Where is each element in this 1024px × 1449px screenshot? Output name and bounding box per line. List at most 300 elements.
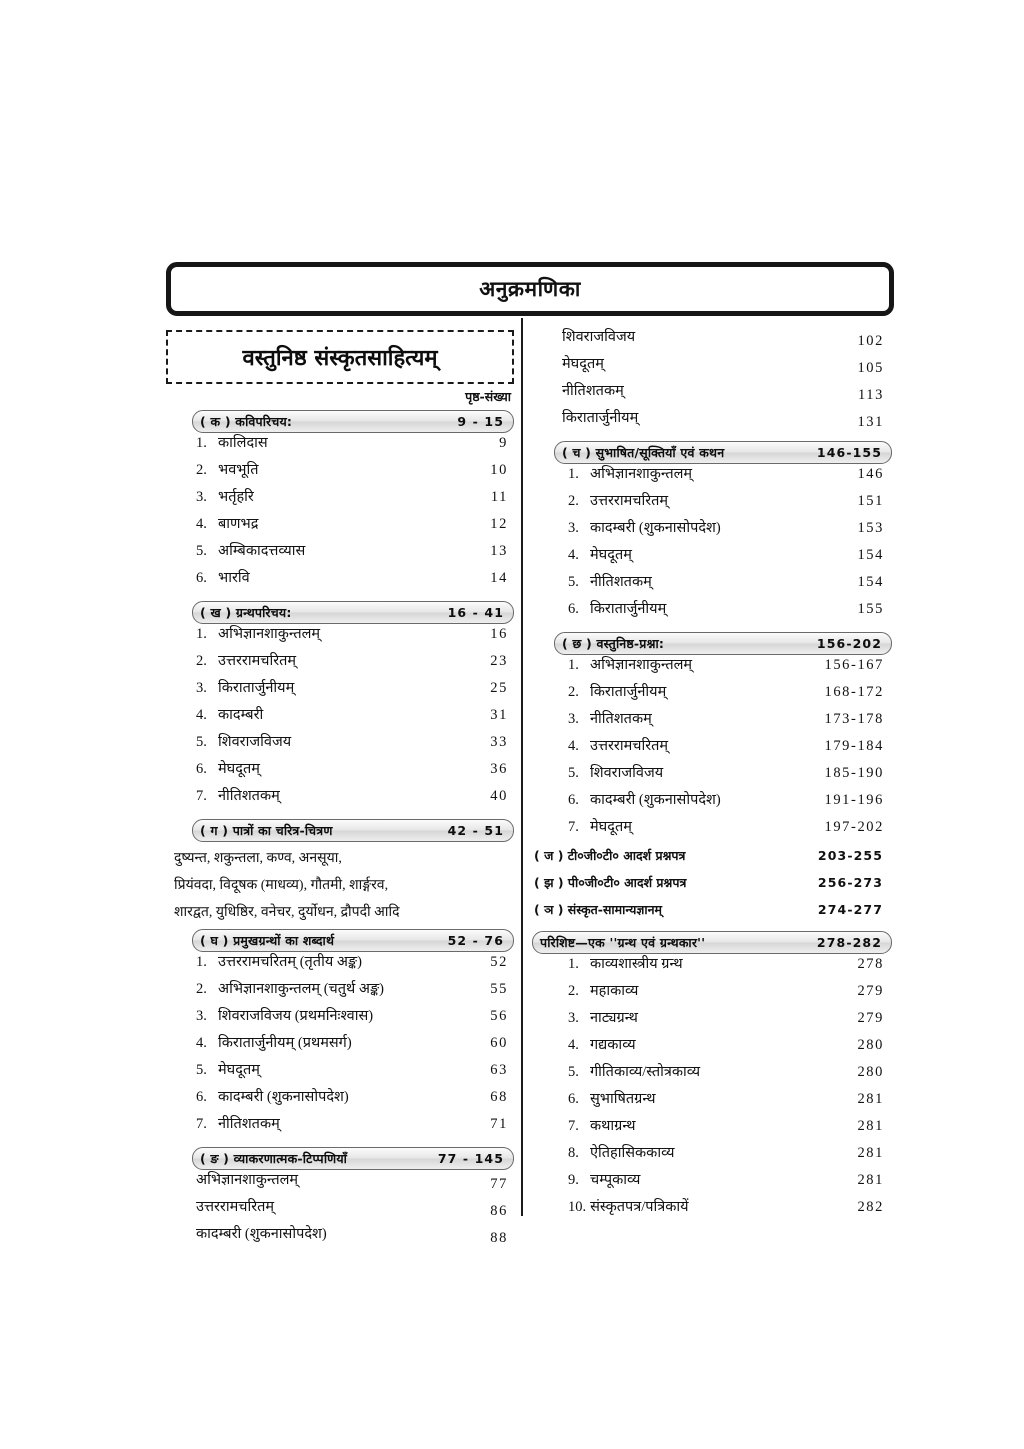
toc-entry[interactable] [532, 1038, 892, 1065]
toc-entry-index: 4. [196, 707, 207, 723]
toc-entry-title-wrap [196, 571, 250, 586]
toc-entry-title-wrap [196, 1036, 352, 1051]
toc-entry-index: 6. [568, 601, 579, 617]
toc-entry[interactable] [532, 1146, 892, 1173]
toc-entry-title-wrap [174, 1200, 274, 1215]
toc-entry-page: 155 [857, 601, 884, 617]
toc-entry-index [174, 1227, 192, 1242]
toc-entry-page: 281 [857, 1118, 884, 1134]
toc-entry-label: किरातार्जुनीयम् [590, 684, 667, 700]
toc-entry[interactable] [532, 1092, 892, 1119]
section-header-label: ( ख ) ग्रन्थपरिचय: [200, 605, 292, 620]
toc-entry-page: 280 [857, 1064, 884, 1080]
page-title-banner [166, 262, 894, 316]
toc-entry-index: 7. [196, 788, 207, 804]
section-header-label: ( घ ) प्रमुखग्रन्थों का शब्दार्थ [200, 933, 335, 948]
toc-entry-page: 11 [490, 489, 508, 505]
toc-entry-label: नीतिशतकम् [590, 711, 652, 727]
toc-entry-page: 88 [490, 1229, 508, 1246]
toc-entry-title-wrap [196, 463, 258, 478]
column-divider [521, 318, 523, 1216]
toc-entry-page: 279 [857, 983, 884, 999]
section-header-label: ( ग ) पात्रों का चरित्र-चित्रण [200, 823, 333, 838]
right-column [532, 330, 892, 1227]
toc-entry-index: 1. [568, 466, 579, 482]
section-header-pages: 77 - 145 [437, 1151, 504, 1166]
toc-entry-index [174, 1173, 192, 1188]
toc-entry-label: अभिज्ञानशाकुन्तलम् [590, 657, 693, 673]
toc-entry-page: 14 [490, 570, 508, 586]
toc-entry-label: काव्यशास्त्रीय ग्रन्थ [590, 956, 683, 972]
toc-entry-title-wrap [196, 735, 291, 750]
toc-entry[interactable] [532, 467, 892, 494]
section-header-label: ( क ) कविपरिचय: [200, 414, 293, 429]
toc-entry-index: 4. [568, 1037, 579, 1053]
toc-entry-title-wrap [196, 955, 362, 970]
toc-entry-index: 4. [196, 1035, 207, 1051]
section-row[interactable] [532, 901, 892, 928]
toc-entry-label: ऐतिहासिककाव्य [590, 1145, 675, 1161]
toc-entry[interactable] [166, 982, 514, 1009]
toc-entry[interactable] [532, 1173, 892, 1200]
toc-entry-label: नीतिशतकम् [218, 1116, 280, 1132]
toc-entry-label: गीतिकाव्य/स्तोत्रकाव्य [590, 1064, 701, 1080]
toc-entry-label: मेघदूतम् [218, 1062, 260, 1078]
toc-entry-title-wrap [196, 1117, 280, 1132]
toc-entry-title-wrap [568, 521, 721, 536]
toc-entry-index: 5. [568, 574, 579, 590]
toc-entry-title-wrap [568, 575, 652, 590]
toc-entry-index: 8. [568, 1145, 579, 1161]
toc-entry-title-wrap [568, 766, 663, 781]
toc-entry-page: 31 [490, 707, 508, 723]
toc-entry-page: 154 [857, 547, 884, 563]
toc-entry-title-wrap [568, 712, 652, 727]
toc-entry-title-wrap [568, 494, 668, 509]
toc-entry-title-wrap [174, 1227, 327, 1242]
toc-entry[interactable] [166, 1090, 514, 1117]
toc-entry-index: 6. [568, 792, 579, 808]
toc-entry-index: 1. [568, 657, 579, 673]
section-header-pages: 278-282 [816, 935, 882, 950]
toc-entry-index: 5. [196, 543, 207, 559]
toc-entry-index: 6. [568, 1091, 579, 1107]
toc-entry[interactable] [532, 548, 892, 575]
toc-entry-page: 154 [857, 574, 884, 590]
toc-entry-label: भवभूति [218, 462, 259, 478]
toc-entry[interactable] [532, 494, 892, 521]
toc-entry-label: सुभाषितग्रन्थ [590, 1091, 656, 1107]
toc-entry-label: मेघदूतम् [590, 547, 632, 563]
toc-entry-title-wrap [568, 548, 632, 563]
toc-entry-label: किरातार्जुनीयम् [562, 410, 639, 426]
toc-entry-label: शिवराजविजय [562, 329, 636, 345]
character-list-line: दुष्यन्त, शकुन्तला, कण्व, अनसूया, [174, 851, 342, 866]
section-header-label: ( ङ ) व्याकरणात्मक-टिप्पणियाँ [200, 1151, 348, 1166]
toc-entry-index: 7. [568, 819, 579, 835]
toc-entry[interactable] [166, 571, 514, 598]
toc-entry-page: 13 [490, 543, 508, 559]
section-row-label: ( ज ) टी०जी०टी० आदर्श प्रश्नपत्र [534, 848, 686, 863]
toc-entry-title-wrap [568, 820, 632, 835]
right-plain-rows [532, 847, 892, 928]
toc-entry-label: कादम्बरी [218, 707, 264, 723]
toc-entry-page: 56 [490, 1008, 508, 1024]
toc-entry-label: अभिज्ञानशाकुन्तलम् (चतुर्थ अङ्क) [218, 981, 385, 997]
toc-entry[interactable] [532, 1065, 892, 1092]
toc-entry[interactable] [166, 1063, 514, 1090]
toc-entry[interactable] [532, 1011, 892, 1038]
toc-entry-label: नाट्यग्रन्थ [590, 1010, 638, 1026]
section-row[interactable] [532, 874, 892, 901]
toc-entry-index [540, 357, 558, 372]
toc-entry-page: 113 [857, 386, 884, 403]
left-column [166, 330, 514, 1254]
toc-entry-title-wrap [196, 654, 296, 669]
toc-entry-title-wrap [568, 602, 666, 617]
toc-entry-page: 191-196 [824, 792, 884, 808]
toc-entry-page: 33 [490, 734, 508, 750]
section-header-label: परिशिष्ट—एक ''ग्रन्थ एवं ग्रन्थकार'' [540, 935, 706, 950]
toc-entry-page: 168-172 [824, 684, 884, 700]
toc-entry-label: महाकाव्य [590, 983, 639, 999]
toc-entry[interactable] [532, 984, 892, 1011]
toc-entry-title-wrap [540, 384, 624, 399]
section-header-pill[interactable] [192, 410, 514, 433]
toc-entry-title-wrap [540, 357, 604, 372]
toc-entry[interactable] [166, 436, 514, 463]
toc-entry-label: किरातार्जुनीयम् [218, 680, 295, 696]
toc-entry-label: बाणभद्र [218, 516, 259, 532]
toc-entry-index: 3. [196, 680, 207, 696]
toc-entry-title-wrap [196, 708, 263, 723]
toc-entry-index: 5. [568, 765, 579, 781]
character-list-line: प्रियंवदा, विदूषक (माधव्य), गौतमी, शार्ङ्गरव, [174, 878, 389, 893]
left-section-list [166, 410, 514, 1254]
toc-entry-title-wrap [568, 1011, 638, 1026]
toc-entry-label: अभिज्ञानशाकुन्तलम् [196, 1172, 299, 1188]
toc-entry-index: 2. [568, 684, 579, 700]
toc-entry-label: अभिज्ञानशाकुन्तलम् [218, 626, 321, 642]
toc-entry-index: 6. [196, 1089, 207, 1105]
toc-entry-title-wrap [568, 685, 666, 700]
toc-entry-index [540, 411, 558, 426]
toc-entry-index: 5. [196, 1062, 207, 1078]
toc-entry[interactable] [166, 517, 514, 544]
toc-entry-label: कादम्बरी (शुकनासोपदेश) [590, 520, 721, 536]
toc-entry-index: 10. [568, 1199, 587, 1215]
toc-entry-index: 3. [568, 1010, 579, 1026]
toc-entry-title-wrap [568, 1200, 689, 1215]
toc-entry[interactable] [166, 955, 514, 982]
section-header-label: ( छ ) वस्तुनिष्ठ-प्रश्ना: [562, 636, 665, 651]
section-header-pages: 42 - 51 [447, 823, 504, 838]
section-row-label: ( झ ) पी०जी०टी० आदर्श प्रश्नपत्र [534, 875, 687, 890]
toc-entry-title-wrap [196, 436, 268, 451]
toc-entry-label: भर्तृहरि [218, 489, 254, 505]
toc-entry-index: 4. [568, 738, 579, 754]
toc-entry[interactable] [166, 1036, 514, 1063]
page-number-caption: पृष्ठ-संख्या [465, 389, 511, 404]
toc-entry-index: 3. [568, 711, 579, 727]
toc-entry-title-wrap [196, 627, 320, 642]
toc-entry-label: शिवराजविजय [590, 765, 664, 781]
section-row[interactable] [532, 847, 892, 874]
toc-entry-index: 4. [196, 516, 207, 532]
character-list-paragraph [166, 845, 514, 926]
section-header-pill[interactable] [192, 1147, 514, 1170]
toc-entry-page: 16 [490, 626, 508, 642]
toc-entry[interactable] [532, 1119, 892, 1146]
toc-entry-title-wrap [568, 1065, 700, 1080]
toc-entry-page: 102 [857, 332, 884, 349]
section-header-pill[interactable] [554, 632, 892, 655]
toc-entry[interactable] [532, 357, 892, 384]
toc-entry-label: अभिज्ञानशाकुन्तलम् [590, 466, 693, 482]
toc-entry-page: 77 [490, 1175, 508, 1192]
toc-entry-index: 9. [568, 1172, 579, 1188]
toc-entry-label: संस्कृतपत्र/पत्रिकायें [590, 1199, 689, 1215]
toc-entry-label: कादम्बरी (शुकनासोपदेश) [196, 1226, 327, 1242]
toc-entry-title-wrap [196, 544, 305, 559]
toc-entry-title-wrap [568, 467, 692, 482]
toc-entry-page: 156-167 [824, 657, 884, 673]
toc-entry-page: 40 [490, 788, 508, 804]
toc-entry[interactable] [532, 685, 892, 712]
toc-entry-title-wrap [196, 762, 260, 777]
toc-entry-label: उत्तररामचरितम् [590, 738, 669, 754]
toc-entry[interactable] [166, 1227, 514, 1254]
section-header-pages: 146-155 [816, 445, 882, 460]
toc-entry-label: गद्यकाव्य [590, 1037, 636, 1053]
toc-entry[interactable] [166, 544, 514, 571]
toc-entry[interactable] [532, 330, 892, 357]
toc-entry-label: अम्बिकादत्तव्यास [218, 543, 306, 559]
toc-entry-page: 23 [490, 653, 508, 669]
toc-entry-title-wrap [174, 1173, 298, 1188]
toc-entry-title-wrap [568, 1038, 636, 1053]
section-header-pill[interactable] [192, 601, 514, 624]
toc-entry-index: 1. [196, 626, 207, 642]
toc-entry-label: किरातार्जुनीयम् [590, 601, 667, 617]
section-header-pill[interactable] [554, 441, 892, 464]
toc-entry-label: शिवराजविजय (प्रथमनिःश्वास) [218, 1008, 374, 1024]
character-list-line: शारद्वत, युधिष्ठिर, वनेचर, दुर्योधन, द्रौपदी आदि [174, 905, 400, 920]
toc-entry-label: कथाग्रन्थ [590, 1118, 636, 1134]
toc-entry-title-wrap [568, 984, 638, 999]
toc-entry-index: 5. [196, 734, 207, 750]
toc-entry-title-wrap [568, 1146, 674, 1161]
appendix-section [532, 931, 892, 1227]
toc-entry-index: 1. [196, 954, 207, 970]
toc-entry[interactable] [166, 762, 514, 789]
toc-entry-page: 63 [490, 1062, 508, 1078]
toc-entry-label: मेघदूतम् [218, 761, 260, 777]
toc-entry-title-wrap [568, 1119, 635, 1134]
toc-entry[interactable] [166, 1200, 514, 1227]
toc-entry-page: 281 [857, 1091, 884, 1107]
section-header-pages: 16 - 41 [447, 605, 504, 620]
toc-entry-index: 3. [568, 520, 579, 536]
toc-entry-index: 2. [196, 653, 207, 669]
toc-entry-title-wrap [540, 330, 635, 345]
toc-entry-label: नीतिशतकम् [590, 574, 652, 590]
right-continued-entries [532, 330, 892, 438]
book-title-box [166, 330, 514, 384]
section-header-pages: 156-202 [816, 636, 882, 651]
toc-entry-page: 197-202 [824, 819, 884, 835]
toc-entry-page: 68 [490, 1089, 508, 1105]
toc-entry-label: नीतिशतकम् [562, 383, 624, 399]
toc-entry[interactable] [166, 1009, 514, 1036]
toc-entry-label: उत्तररामचरितम् [590, 493, 669, 509]
toc-entry[interactable] [166, 463, 514, 490]
toc-entry-label: उत्तररामचरितम् [218, 653, 297, 669]
toc-entry[interactable] [532, 739, 892, 766]
toc-entry-index: 7. [568, 1118, 579, 1134]
section-header-pill[interactable] [532, 931, 892, 954]
toc-entry[interactable] [166, 654, 514, 681]
toc-entry-title-wrap [196, 1063, 260, 1078]
toc-entry-title-wrap [568, 1092, 655, 1107]
toc-entry-index [174, 1200, 192, 1215]
book-title: वस्तुनिष्ठ संस्कृतसाहित्यम् [242, 346, 438, 371]
section-header-pages: 52 - 76 [447, 933, 504, 948]
toc-entry[interactable] [532, 658, 892, 685]
toc-entry[interactable] [166, 708, 514, 735]
toc-entry-page: 36 [490, 761, 508, 777]
toc-entry-page: 185-190 [824, 765, 884, 781]
toc-entry-label: भारवि [218, 570, 250, 586]
toc-entry[interactable] [532, 602, 892, 629]
toc-entry[interactable] [532, 575, 892, 602]
section-header-pages: 9 - 15 [457, 414, 504, 429]
toc-entry-title-wrap [568, 658, 692, 673]
toc-entry-title-wrap [196, 982, 384, 997]
toc-entry-label: चम्पूकाव्य [590, 1172, 641, 1188]
toc-entry-title-wrap [196, 789, 280, 804]
toc-entry-label: नीतिशतकम् [218, 788, 280, 804]
section-header-label: ( च ) सुभाषित/सूक्तियाँ एवं कथन [562, 445, 725, 460]
toc-entry-index: 6. [196, 570, 207, 586]
toc-entry[interactable] [166, 627, 514, 654]
section-header-pill[interactable] [192, 929, 514, 952]
toc-entry-index: 2. [568, 983, 579, 999]
toc-entry-label: उत्तररामचरितम् (तृतीय अङ्क) [218, 954, 362, 970]
toc-entry-index: 4. [568, 547, 579, 563]
section-header-pill[interactable] [192, 819, 514, 842]
toc-entry-index: 1. [196, 435, 207, 451]
toc-entry-index: 5. [568, 1064, 579, 1080]
toc-entry-title-wrap [568, 1173, 640, 1188]
toc-entry-label: कादम्बरी (शुकनासोपदेश) [218, 1089, 349, 1105]
toc-entry[interactable] [532, 793, 892, 820]
toc-entry[interactable] [166, 789, 514, 816]
toc-entry-page: 281 [857, 1172, 884, 1188]
toc-entry-index: 2. [196, 981, 207, 997]
toc-entry-index [540, 384, 558, 399]
toc-entry-label: मेघदूतम् [562, 356, 604, 372]
toc-entry-page: 153 [857, 520, 884, 536]
toc-entry-index: 6. [196, 761, 207, 777]
toc-entry[interactable] [166, 1173, 514, 1200]
toc-entry-page: 279 [857, 1010, 884, 1026]
toc-entry-title-wrap [568, 739, 668, 754]
toc-entry[interactable] [532, 766, 892, 793]
toc-entry-page: 86 [490, 1202, 508, 1219]
toc-entry-title-wrap [196, 517, 258, 532]
toc-entry-index: 7. [196, 1116, 207, 1132]
toc-entry-page: 10 [490, 462, 508, 478]
toc-entry-label: उत्तररामचरितम् [196, 1199, 275, 1215]
toc-entry-title-wrap [196, 490, 254, 505]
right-section-list [532, 441, 892, 847]
toc-entry-label: किरातार्जुनीयम् (प्रथमसर्ग) [218, 1035, 352, 1051]
toc-entry[interactable] [166, 735, 514, 762]
toc-entry-page: 281 [857, 1145, 884, 1161]
toc-entry-label: कालिदास [218, 435, 268, 451]
toc-entry-title-wrap [196, 1090, 349, 1105]
toc-entry[interactable] [532, 384, 892, 411]
toc-entry[interactable] [532, 521, 892, 548]
page-title: अनुक्रमणिका [479, 277, 581, 301]
toc-entry[interactable] [166, 1117, 514, 1144]
toc-entry[interactable] [532, 411, 892, 438]
toc-entry-page: 280 [857, 1037, 884, 1053]
toc-entry-page: 278 [857, 956, 884, 972]
toc-entry[interactable] [532, 1200, 892, 1227]
toc-entry-page: 25 [490, 680, 508, 696]
toc-entry-label: कादम्बरी (शुकनासोपदेश) [590, 792, 721, 808]
toc-entry-page: 179-184 [824, 738, 884, 754]
toc-entry-title-wrap [568, 957, 683, 972]
toc-entry-title-wrap [540, 411, 638, 426]
toc-entry-index [540, 330, 558, 345]
toc-entry-page: 173-178 [824, 711, 884, 727]
toc-entry-page: 71 [490, 1116, 508, 1132]
toc-entry-index: 1. [568, 956, 579, 972]
toc-entry-page: 12 [490, 516, 508, 532]
section-row-pages: 256-273 [817, 875, 883, 890]
toc-entry-title-wrap [196, 681, 294, 696]
toc-entry[interactable] [532, 957, 892, 984]
toc-entry-index: 2. [196, 462, 207, 478]
toc-entry-index: 3. [196, 489, 207, 505]
section-row-pages: 274-277 [817, 902, 883, 917]
toc-entry-page: 52 [490, 954, 508, 970]
toc-entry-page: 9 [499, 435, 508, 451]
toc-entry-index: 3. [196, 1008, 207, 1024]
toc-entry-page: 146 [857, 466, 884, 482]
toc-entry-page: 151 [857, 493, 884, 509]
section-row-pages: 203-255 [817, 848, 883, 863]
toc-entry-label: शिवराजविजय [218, 734, 292, 750]
toc-entry-label: मेघदूतम् [590, 819, 632, 835]
toc-entry-page: 55 [490, 981, 508, 997]
toc-entry-page: 60 [490, 1035, 508, 1051]
toc-entry[interactable] [532, 820, 892, 847]
toc-entry-page: 282 [857, 1199, 884, 1215]
toc-entry-page: 131 [857, 413, 884, 430]
toc-entry-title-wrap [568, 793, 721, 808]
section-row-label: ( ञ ) संस्कृत-सामान्यज्ञानम् [534, 902, 662, 917]
toc-entry[interactable] [532, 712, 892, 739]
toc-entry[interactable] [166, 681, 514, 708]
toc-entry-index: 2. [568, 493, 579, 509]
toc-entry-title-wrap [196, 1009, 373, 1024]
toc-entry-page: 105 [857, 359, 884, 376]
toc-entry[interactable] [166, 490, 514, 517]
